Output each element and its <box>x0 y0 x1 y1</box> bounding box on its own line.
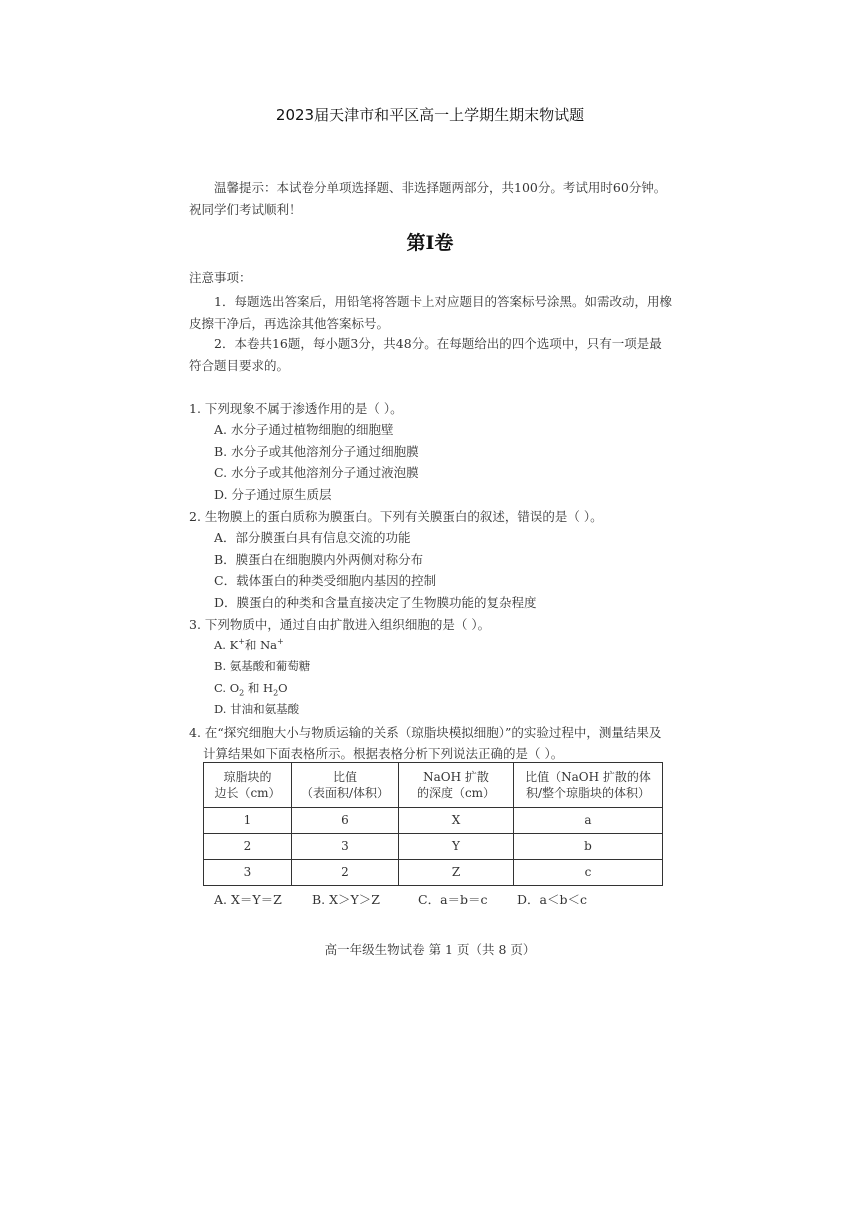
table-cell: Y <box>399 834 514 860</box>
question-3-option-c-suffix: O <box>278 681 288 695</box>
question-3-option-a-mid: 和 Na <box>244 638 277 652</box>
question-4-option-d: D．a＜b＜c <box>517 892 587 907</box>
rule-1-line-1: 1．每题选出答案后，用铅笔将答题卡上对应题目的答案标号涂黑。如需改动，用橡 <box>214 294 672 309</box>
question-3-option-c-subscript-1: 2 <box>239 688 245 698</box>
question-3-option-d: D. 甘油和氨基酸 <box>214 702 300 716</box>
question-4-option-b: B. X＞Y＞Z <box>312 892 380 907</box>
question-2-option-a: A．部分膜蛋白具有信息交流的功能 <box>214 530 411 545</box>
question-3-option-b: B. 氨基酸和葡萄糖 <box>214 659 311 673</box>
question-2-option-c: C．载体蛋白的种类受细胞内基因的控制 <box>214 573 437 588</box>
rule-2-line-1: 2．本卷共16题，每小题3分，共48分。在每题给出的四个选项中，只有一项是最 <box>214 336 662 351</box>
header-text: （表面积/体积） <box>300 786 390 800</box>
question-3-option-a-charge-1: + <box>238 637 245 647</box>
header-text: 琼脂块的 <box>223 769 272 784</box>
page-footer: 高一年级生物试卷 第 1 页（共 8 页） <box>324 942 536 957</box>
table-cell: X <box>399 808 514 834</box>
table-header-cell <box>204 763 292 808</box>
question-1-option-a: A. 水分子通过植物细胞的细胞壁 <box>214 422 394 437</box>
table-cell: b <box>514 834 663 860</box>
question-1-option-b: B. 水分子或其他溶剂分子通过细胞膜 <box>214 444 419 459</box>
header-text: 的深度（cm） <box>416 786 496 800</box>
notice-line-1: 温馨提示：本试卷分单项选择题、非选择题两部分，共100分。考试用时60分钟。 <box>214 180 667 195</box>
header-text: 边长（cm） <box>214 786 281 800</box>
question-3-option-a-charge-2: + <box>277 637 284 647</box>
question-3-option-a-prefix: A. K <box>214 638 239 652</box>
results-table <box>203 762 663 886</box>
notice-line-2: 祝同学们考试顺利！ <box>189 202 302 217</box>
table-cell: 1 <box>204 808 292 834</box>
question-2-stem: 2. 生物膜上的蛋白质称为膜蛋白。下列有关膜蛋白的叙述，错误的是（ ）。 <box>189 509 603 524</box>
table-cell: 2 <box>292 860 399 886</box>
table-row <box>204 860 663 886</box>
header-text: 比值 <box>332 769 357 784</box>
table-cell: c <box>514 860 663 886</box>
question-1-stem: 1. 下列现象不属于渗透作用的是（ ）。 <box>189 401 403 416</box>
rule-2-line-2: 符合题目要求的。 <box>189 358 290 373</box>
question-2-option-d: D．膜蛋白的种类和含量直接决定了生物膜功能的复杂程度 <box>214 595 537 610</box>
question-1-option-d: D. 分子通过原生质层 <box>214 487 332 502</box>
header-text: NaOH 扩散 <box>423 769 489 784</box>
question-3-option-c-mid: 和 H <box>244 681 274 695</box>
table-cell: 2 <box>204 834 292 860</box>
question-1-option-c: C. 水分子或其他溶剂分子通过液泡膜 <box>214 465 419 480</box>
rule-1-line-2: 皮擦干净后，再选涂其他答案标号。 <box>189 316 390 331</box>
table-cell: a <box>514 808 663 834</box>
question-3-stem: 3. 下列物质中，通过自由扩散进入组织细胞的是（ ）。 <box>189 617 491 632</box>
question-3-option-a <box>214 637 284 653</box>
table-header-cell <box>514 763 663 808</box>
question-4-stem-line-1: 4. 在“探究细胞大小与物质运输的关系（琼脂块模拟细胞）”的实验过程中，测量结果及 <box>189 725 662 740</box>
question-4-stem-line-2: 计算结果如下面表格所示。根据表格分析下列说法正确的是（ ）。 <box>203 746 564 761</box>
question-2-option-b: B．膜蛋白在细胞膜内外两侧对称分布 <box>214 552 424 567</box>
table-row <box>204 834 663 860</box>
table-cell: Z <box>399 860 514 886</box>
attention-label: 注意事项： <box>189 270 252 285</box>
table-cell: 3 <box>292 834 399 860</box>
table-header-row <box>204 763 663 808</box>
question-4-option-c: C．a＝b＝c <box>418 892 488 907</box>
question-3-option-c <box>214 680 288 697</box>
table-header-cell <box>399 763 514 808</box>
table-cell: 6 <box>292 808 399 834</box>
section-heading: 第I卷 <box>406 232 454 254</box>
table-header-cell <box>292 763 399 808</box>
document-title: 2023届天津市和平区高一上学期生期末物试题 <box>275 106 585 124</box>
table-cell: 3 <box>204 860 292 886</box>
question-3-option-c-subscript-2: 2 <box>273 688 279 698</box>
question-3-option-c-prefix: C. O <box>214 681 240 695</box>
question-4-option-a: A. X＝Y＝Z <box>214 892 282 907</box>
header-text: 积/整个琼脂块的体积） <box>525 786 651 800</box>
table-row <box>204 808 663 834</box>
header-text: 比值（NaOH 扩散的体 <box>525 769 651 784</box>
